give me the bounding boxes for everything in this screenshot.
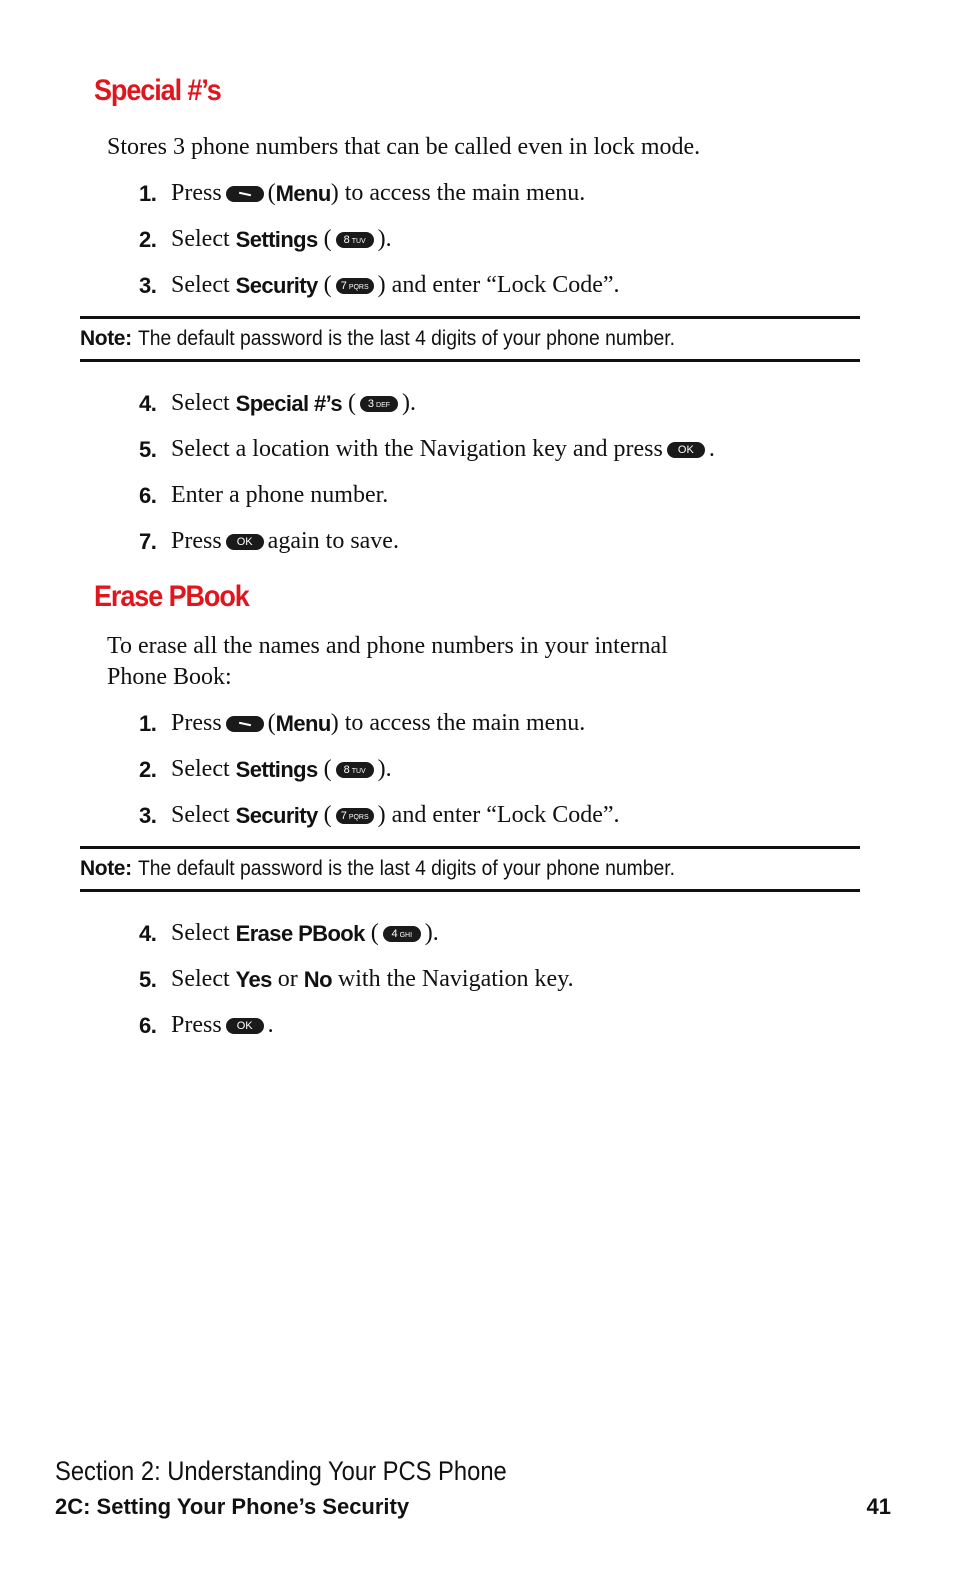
key-4-icon: 4 GHI [383,926,421,942]
security-label: Security [235,272,318,298]
step-2: 2. Select Settings ( 8 TUV ). [139,226,392,252]
key-7-icon: 7 PQRS [336,808,374,824]
step-text: Press [171,180,222,206]
step-number: 5. [139,966,157,992]
menu-softkey-icon [226,186,264,202]
step-number: 1. [139,710,157,736]
note-label: Note: [80,857,132,880]
menu-label: Menu [275,710,331,736]
step-2: 2. Select Settings ( 8 TUV ). [139,756,392,782]
step-number: 1. [139,180,157,206]
step-number: 6. [139,1012,157,1038]
step-4: 4. Select Erase PBook ( 4 GHI ). [139,920,439,946]
step-5: 5. Select Yes or No with the Navigation key. [139,966,574,992]
step-1: 1. Press ( Menu ) to access the main menu. [139,710,586,736]
ok-key-icon: OK [226,534,264,550]
menu-softkey-icon [226,716,264,732]
key-7-icon: 7 PQRS [336,278,374,294]
step-number: 7. [139,528,157,554]
section-intro: Stores 3 phone numbers that can be called even in lock mode. [107,134,701,160]
step-number: 4. [139,920,157,946]
step-number: 6. [139,482,157,508]
step-3: 3. Select Security ( 7 PQRS ) and enter “Lock Code”. [139,272,620,298]
step-number: 2. [139,226,157,252]
section-heading-erase-pbook: Erase PBook [94,580,249,613]
page-number: 41 [866,1494,891,1519]
step-number: 5. [139,436,157,462]
step-5: 5. Select a location with the Navigation key and press OK . [139,436,715,462]
key-8-icon: 8 TUV [336,762,374,778]
step-number: 3. [139,802,157,828]
step-6: 6. Enter a phone number. [139,482,389,508]
step-7: 7. Press OK again to save. [139,528,399,554]
step-3: 3. Select Security ( 7 PQRS ) and enter “Lock Code”. [139,802,620,828]
section-intro: To erase all the names and phone numbers in your internal Phone Book: [107,633,668,690]
note-box [80,846,860,892]
special-label: Special #’s [235,390,342,416]
menu-label: Menu [275,180,331,206]
note-label: Note: [80,327,132,350]
step-number: 4. [139,390,157,416]
section-heading-special: Special #’s [94,74,221,107]
yes-label: Yes [235,966,272,992]
security-label: Security [235,802,318,828]
footer-section-title: Section 2: Understanding Your PCS Phone [55,1456,507,1486]
settings-label: Settings [235,756,318,782]
note-box [80,316,860,362]
note-text: The default password is the last 4 digits of your phone number. [137,327,675,350]
settings-label: Settings [235,226,318,252]
erase-pbook-label: Erase PBook [235,920,365,946]
step-6: 6. Press OK . [139,1012,274,1038]
step-number: 3. [139,272,157,298]
no-label: No [303,966,332,992]
footer-subsection-title: 2C: Setting Your Phone’s Security [55,1494,410,1519]
step-1: 1. Press ( Menu ) to access the main menu. [139,180,586,206]
step-4: 4. Select Special #’s ( 3 DEF ). [139,390,416,416]
key-3-icon: 3 DEF [360,396,398,412]
ok-key-icon: OK [667,442,705,458]
note-text: The default password is the last 4 digits of your phone number. [137,857,675,880]
step-text: ) to access the main menu. [330,180,586,206]
key-8-icon: 8 TUV [336,232,374,248]
ok-key-icon: OK [226,1018,264,1034]
step-number: 2. [139,756,157,782]
